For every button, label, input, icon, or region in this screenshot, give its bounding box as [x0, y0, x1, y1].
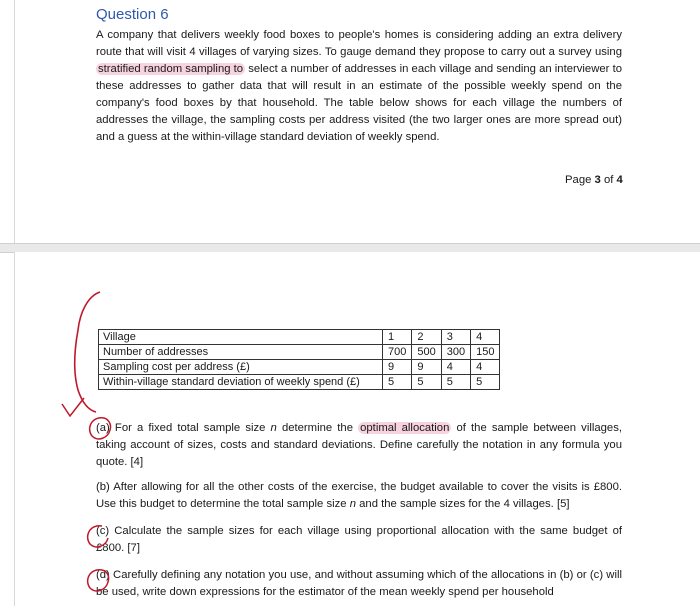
page-total: 4 — [616, 174, 623, 186]
part-a — [96, 420, 622, 471]
table-cell: 9 — [383, 360, 412, 375]
part-d: (d) Carefully defining any notation you use, and without assuming which of the allocations in (b) or (c) will be used, write down expressions for the estimator of the mean weekly spend per household — [96, 569, 622, 598]
part-a-text-end: of the sample between villages, taking account of sizes, costs and standard deviations. Define carefully the notation in any formula you quote. [4] — [96, 422, 622, 468]
table-cell: 1 — [383, 330, 412, 345]
row-label: Within-village standard deviation of weekly spend (£) — [99, 375, 383, 390]
row-label: Village — [99, 330, 383, 345]
part-b-text-end: and the sample sizes for the 4 villages. [5] — [356, 498, 570, 510]
intro-text-1: A company that delivers weekly food boxes to people's homes is considering adding an extra delivery route that will visit 4 villages of varying sizes. To gauge demand they propose to carry out a survey using — [96, 29, 622, 58]
table-cell: 5 — [383, 375, 412, 390]
table-cell: 150 — [471, 345, 500, 360]
row-label: Number of addresses — [99, 345, 383, 360]
part-b-n: n — [349, 498, 356, 510]
page-current: 3 — [594, 174, 601, 186]
intro-text-2: select a number of addresses in each village and sending an interviewer to these addresses to gather data that will result in an estimate of the possible weekly spend on the company's food boxes by that household. The table below shows for each village the numbers of addresses the village, the sampling costs per address visited (the two larger ones are more spread out) and a guess at the within-village standard deviation of weekly spend. — [96, 63, 622, 143]
table-cell: 9 — [412, 360, 441, 375]
table-cell: 5 — [412, 375, 441, 390]
page-indicator — [565, 174, 623, 186]
table-cell: 2 — [412, 330, 441, 345]
table-row — [99, 330, 500, 345]
table-cell: 5 — [441, 375, 470, 390]
part-a-text-mid: determine the — [276, 422, 359, 434]
table-cell: 500 — [412, 345, 441, 360]
part-b — [96, 479, 622, 513]
table-cell: 3 — [441, 330, 470, 345]
question-intro — [96, 27, 622, 146]
village-table — [98, 329, 500, 390]
part-a-text: (a) For a fixed total sample size — [96, 422, 271, 434]
part-a-highlight: optimal allocation — [360, 422, 450, 434]
part-b-text: (b) After allowing for all the other costs of the exercise, the budget available to cover the visits is £800. Use this budget to determine the total sample size — [96, 481, 622, 510]
part-a-n: n — [270, 422, 277, 434]
question-heading: Question 6 — [96, 6, 169, 23]
table-row — [99, 375, 500, 390]
table-cell: 700 — [383, 345, 412, 360]
table-row — [99, 360, 500, 375]
table-cell: 4 — [441, 360, 470, 375]
table-cell: 5 — [471, 375, 500, 390]
row-label: Sampling cost per address (£) — [99, 360, 383, 375]
table-row — [99, 345, 500, 360]
table-cell: 4 — [471, 360, 500, 375]
table-cell: 4 — [471, 330, 500, 345]
table-cell: 300 — [441, 345, 470, 360]
page-of: of — [600, 174, 617, 186]
part-c: (c) Calculate the sample sizes for each village using proportional allocation with the same budget of £800. [7] — [96, 525, 622, 554]
intro-highlight: stratified random sampling to — [98, 63, 244, 75]
page-prefix: Page — [565, 174, 595, 186]
